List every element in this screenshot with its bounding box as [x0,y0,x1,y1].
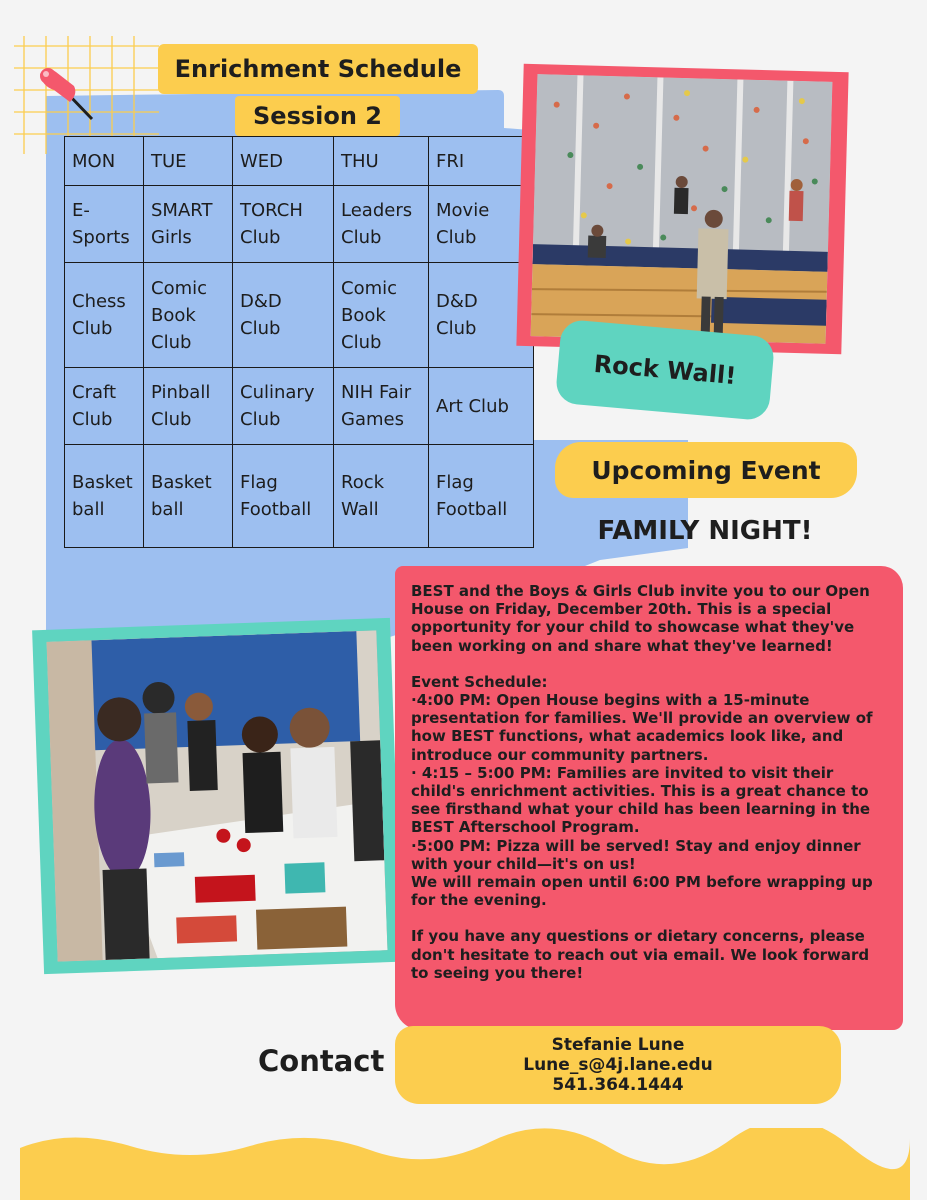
upcoming-event-banner: Upcoming Event [555,442,857,498]
table-cell: Rock Wall [334,445,429,548]
contact-phone[interactable]: 541.364.1444 [552,1075,684,1095]
event-schedule-item: ·5:00 PM: Pizza will be served! Stay and enjoy dinner with your child—it's on us! [411,836,861,873]
rock-wall-image [531,74,833,344]
event-details-box [395,566,903,1030]
event-schedule-item: · 4:15 – 5:00 PM: Families are invited to visit their child's enrichment activities. This is a great chance to see firsthand what your child has been learning in the BEST Afterschool Program. [411,763,871,837]
rock-climbing-wall-photo [531,74,833,344]
crafting-image [47,630,388,961]
event-schedule-item: We will remain open until 6:00 PM before wrapping up for the evening. [411,873,873,910]
schedule-title: Enrichment Schedule [158,44,478,94]
schedule-session: Session 2 [235,96,400,136]
contact-label: Contact [258,1044,385,1078]
table-header-row [65,137,534,186]
students-crafting-photo [47,630,388,961]
table-cell: SMART Girls [144,186,233,263]
table-cell: Chess Club [65,263,144,368]
table-cell: Flag Football [233,445,334,548]
table-row [65,186,534,263]
table-cell: Basket ball [144,445,233,548]
header-fri: FRI [429,137,534,186]
event-details-text [411,582,889,982]
event-schedule-item: ·4:00 PM: Open House begins with a 15-minute presentation for families. We'll provide an overview of how BEST functions, what academics look like, and introduce our community partners. [411,691,873,764]
table-cell: Flag Football [429,445,534,548]
table-row [65,368,534,445]
rock-wall-photo-frame [516,64,848,354]
header-thu: THU [334,137,429,186]
table-cell: Art Club [429,368,534,445]
table-cell: Comic Book Club [334,263,429,368]
table-cell: Leaders Club [334,186,429,263]
table-cell: Movie Club [429,186,534,263]
table-cell: Pinball Club [144,368,233,445]
rock-wall-badge: Rock Wall! [555,319,776,421]
table-cell: E- Sports [65,186,144,263]
table-cell: Craft Club [65,368,144,445]
table-cell: D&D Club [233,263,334,368]
contact-name: Stefanie Lune [551,1035,685,1055]
table-cell: NIH Fair Games [334,368,429,445]
event-closing: If you have any questions or dietary concerns, please don't hesitate to reach out via email. We look forward to seeing you there! [411,927,870,982]
header-wed: WED [233,137,334,186]
table-cell: Basket ball [65,445,144,548]
table-cell: D&D Club [429,263,534,368]
table-cell: Comic Book Club [144,263,233,368]
event-intro: BEST and the Boys & Girls Club invite you to our Open House on Friday, December 20th. This is a special opportunity for your child to showcase what they've been working on and share what they've learned! [411,582,870,655]
contact-email[interactable]: Lune_s@4j.lane.edu [523,1055,713,1075]
header-mon: MON [65,137,144,186]
table-row [65,263,534,368]
bottom-wave-decoration [0,1128,927,1200]
table-cell: Culinary Club [233,368,334,445]
event-schedule-heading: Event Schedule: [411,672,548,691]
schedule-table [64,136,534,548]
crafting-photo-frame [32,618,402,974]
table-row [65,445,534,548]
header-tue: TUE [144,137,233,186]
contact-box [395,1026,841,1104]
pushpin-icon [34,64,96,124]
family-night-headline: FAMILY NIGHT! [597,516,813,546]
table-cell: TORCH Club [233,186,334,263]
